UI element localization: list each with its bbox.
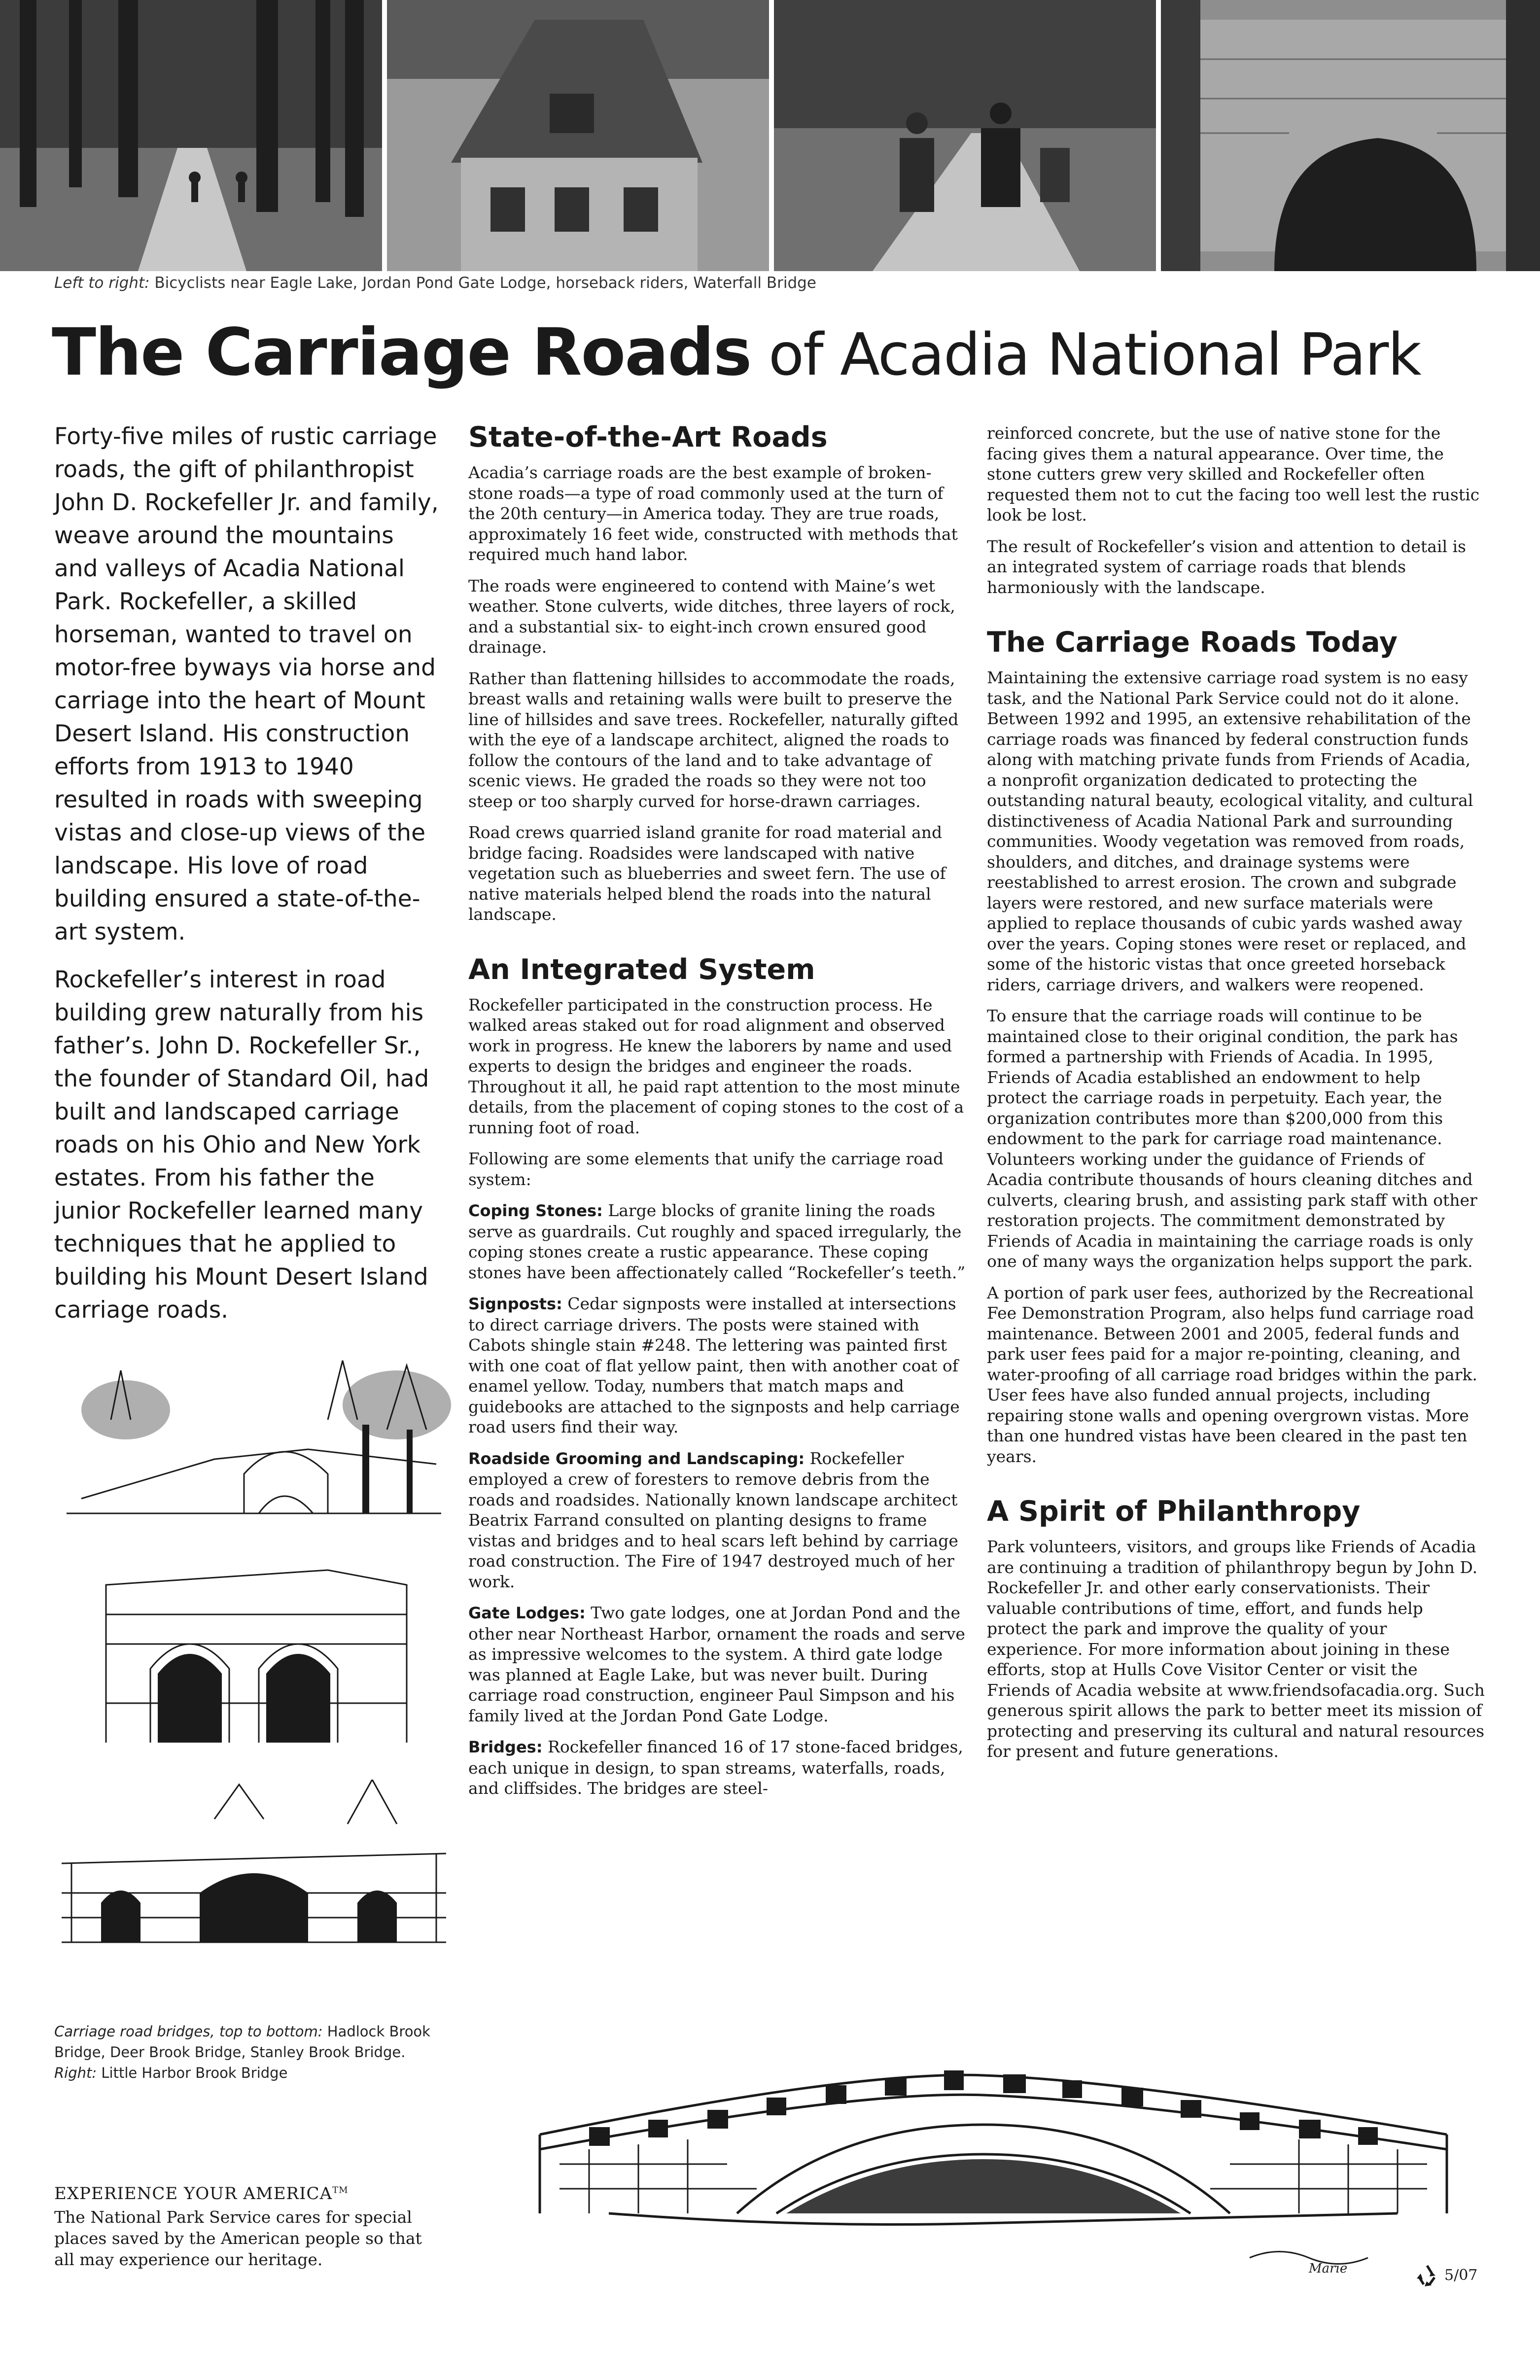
body-paragraph: Road crews quarried island granite for road material and bridge facing. Roadsides were landscaped with native vegetation such as blueberries and sweet fern. The use of native materials helped blend the roads into the natural landscape. (468, 823, 946, 924)
page-title: The Carriage Roads of Acadia National Park (52, 315, 1421, 390)
photo-strip-caption: Left to right: Bicyclists near Eagle Lake, Jordan Pond Gate Lodge, horseback riders, Waterfall Bridge (54, 274, 816, 292)
element-paragraph: Coping Stones: Large blocks of granite lining the roads serve as guardrails. Cut roughly and spaced irregularly, the coping stones create a rustic appearance. These coping stones have been affectionately called “Rockefeller’s teeth.” (468, 1201, 966, 1282)
body-paragraph: Park volunteers, visitors, and groups like Friends of Acadia are continuing a tradition of philanthropy begun by John D. Rockefeller Jr. and other early conservationists. Their valuable contributions of time, effort, and funds help protect the park and improve the quality of your experience. For more information about joining in these efforts, stop at Hulls Cove Visitor Center or visit the Friends of Acadia website at www.friendsofacadia.org. Such generous spirit allows the park to better meet its mission of protecting and preserving its cultural and natural resources for present and future generations. (987, 1537, 1485, 1761)
body-paragraph: reinforced concrete, but the use of native stone for the facing gives them a natural appearance. Over time, the stone cutters grew very skilled and Rockefeller often requested them not to cut the facing too well lest the rustic look be lost. (987, 423, 1480, 525)
footer-title: EXPERIENCE YOUR AMERICA™ (54, 2184, 349, 2204)
right-column (987, 423, 1485, 1773)
body-paragraph: The result of Rockefeller’s vision and attention to detail is an integrated system of carriage roads that blends harmoniously with the landscape. (987, 536, 1466, 597)
horseback-riders-photo (774, 0, 1156, 271)
body-paragraph: The roads were engineered to contend with Maine’s wet weather. Stone culverts, wide ditches, three layers of rock, and a substantial six- to eight-inch crown ensured good drainage. (468, 576, 955, 657)
body-paragraph: Maintaining the extensive carriage road system is no easy task, and the National Park Service could not do it alone. Between 1992 and 1995, an extensive rehabilitation of the carriage roads was financed by federal construction funds along with matching private funds from Friends of Acadia, a nonprofit organization dedicated to protecting the outstanding natural beauty, ecological vitality, and cultural distinctiveness of Acadia National Park and surrounding communities. Woody vegetation was removed from roads, shoulders, and ditches, and drainage systems were reestablished to arrest erosion. The crown and subgrade layers were restored, and new surface materials were applied to replace thousands of cubic yards washed away over the years. Coping stones were reset or replaced, and some of the historic vistas that once greeted horseback riders, carriage drivers, and walkers were reopened. (987, 668, 1473, 994)
element-paragraph: Roadside Grooming and Landscaping: Rockefeller employed a crew of foresters to remove debris from the roads and roadsides. Nationally known landscape architect Beatrix Farrand consulted on planting designs to frame vistas and bridges and to heal scars left behind by carriage road construction. The Fire of 1947 destroyed much of her work. (468, 1448, 958, 1591)
body-paragraph: Acadia’s carriage roads are the best example of broken-stone roads—a type of road commonly used at the turn of the 20th century—in America today. They are true roads, approximately 16 feet wide, constructed with methods that required much hand labor. (468, 463, 958, 564)
body-paragraph: To ensure that the carriage roads will continue to be maintained close to their original condition, the park has formed a partnership with Friends of Acadia. In 1995, Friends of Acadia established an endowment to help protect the carriage roads in perpetuity. Each year, the organization contributes more than $200,000 from this endowment to the park for carriage road maintenance. Volunteers working under the guidance of Friends of Acadia contribute thousands of hours cleaning ditches and culverts, clearing brush, and assisting park staff with other restoration projects. The commitment demonstrated by Friends of Acadia in maintaining the carriage roads is only one of many ways the organization helps support the park. (987, 1006, 1477, 1271)
waterfall-bridge-photo (1161, 0, 1540, 271)
section-heading: An Integrated System (468, 953, 815, 986)
intro-column (54, 420, 444, 1341)
photo-strip (0, 0, 1540, 271)
deer-brook-bridge-sketch (52, 1555, 456, 1750)
little-harbor-brook-bridge-sketch (510, 2051, 1471, 2277)
section-heading: A Spirit of Philanthropy (987, 1495, 1361, 1528)
body-paragraph: Following are some elements that unify the carriage road system: (468, 1149, 944, 1189)
middle-column (468, 420, 966, 1810)
section-heading: State-of-the-Art Roads (468, 421, 828, 454)
element-paragraph: Bridges: Rockefeller financed 16 of 17 stone-faced bridges, each unique in design, to span streams, waterfalls, roads, and cliffsides. The bridges are steel- (468, 1737, 963, 1798)
footer-text: The National Park Service cares for special places saved by the American people so that all may experience our heritage. (54, 2207, 422, 2269)
hadlock-brook-bridge-sketch (52, 1351, 456, 1533)
element-paragraph: Signposts: Cedar signposts were installed at intersections to direct carriage drivers. The posts were stained with Cabots shingle stain #248. The lettering was painted first with one coat of flat yellow paint, then with another coat of enamel yellow. Today, numbers that match maps and guidebooks are attached to the signposts and help carriage road users find their way. (468, 1294, 960, 1436)
recycle-icon (1415, 2263, 1439, 2287)
body-paragraph: Rather than flattening hillsides to accommodate the roads, breast walls and retaining walls were built to preserve the line of hillsides and save trees. Rockefeller, naturally gifted with the eye of a landscape architect, aligned the roads to follow the contours of the land and to take advantage of scenic views. He graded the roads so they were not too steep or too sharply curved for horse-drawn carriages. (468, 668, 959, 811)
body-paragraph: A portion of park user fees, authorized by the Recreational Fee Demonstration Program, also helps fund carriage road maintenance. Between 2001 and 2005, federal funds and park user fees paid for a major re-pointing, cleaning, and water-proofing of all carriage road bridges within the park. User fees have also funded annual projects, including repairing stone walls and opening overgrown vistas. More than one hundred vistas have been cleared in the past ten years. (987, 1283, 1477, 1466)
body-paragraph: Rockefeller participated in the construction process. He walked areas staked out for road alignment and observed work in progress. He knew the laborers by name and used experts to design the bridges and engineer the roads. Throughout it all, he paid rapt attention to the most minute details, from the placement of coping stones to the cost of a running foot of road. (468, 995, 964, 1137)
footer (54, 2184, 439, 2270)
bicyclists-photo (0, 0, 382, 271)
gate-lodge-photo (387, 0, 769, 271)
stanley-brook-bridge-sketch (52, 1780, 456, 1962)
artist-signature: Marie (1309, 2261, 1348, 2276)
intro-paragraph: Forty-five miles of rustic carriage roads, the gift of philanthropist John D. Rockefeller Jr. and family, weave around the mountains and valleys of Acadia National Park. Rockefeller, a skilled horseman, wanted to travel on motor-free byways via horse and carriage into the heart of Mount Desert Island. His construction efforts from 1913 to 1940 resulted in roads with sweeping vistas and close-up views of the landscape. His love of road building ensured a state-of-the-art system. (54, 423, 439, 945)
edition-date: 5/07 (1444, 2267, 1478, 2284)
section-heading: The Carriage Roads Today (987, 626, 1398, 659)
intro-paragraph: Rockefeller’s interest in road building grew naturally from his father’s. John D. Rockefeller Sr., the founder of Standard Oil, had built and landscaped carriage roads on his Ohio and New York estates. From his father the junior Rockefeller learned many techniques that he applied to building his Mount Desert Island carriage roads. (54, 966, 429, 1324)
bridges-caption: Carriage road bridges, top to bottom: Hadlock Brook Bridge, Deer Brook Bridge, Stanley Brook Bridge. Right: Little Harbor Brook Bridge (54, 2023, 430, 2081)
element-paragraph: Gate Lodges: Two gate lodges, one at Jordan Pond and the other near Northeast Harbor, ornament the roads and serve as impressive welcomes to the system. A third gate lodge was planned at Eagle Lake, but was never built. During carriage road construction, engineer Paul Simpson and his family lived at the Jordan Pond Gate Lodge. (468, 1603, 965, 1725)
